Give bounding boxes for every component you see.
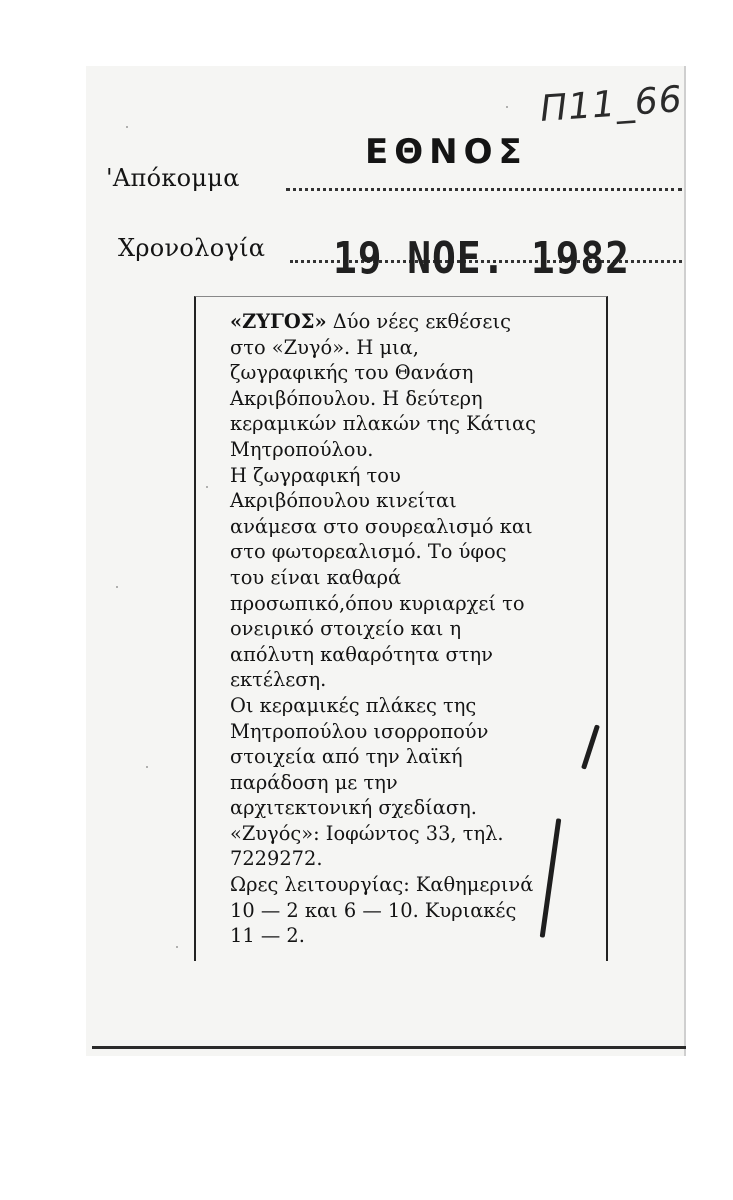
article-line: εκτέλεση. <box>230 668 327 692</box>
article-line: στο «Ζυγό». Η μια, <box>230 335 419 359</box>
article-line: παράδοση με την <box>230 770 398 794</box>
article-line: Ωρες λειτουργίας: Καθημερινά <box>230 873 534 897</box>
article-line: στοιχεία από την λαϊκή <box>230 745 463 769</box>
article-line: κεραμικών πλακών της Κάτιας <box>230 412 536 436</box>
date-label: Χρονολογία <box>118 234 266 262</box>
article-line: Οι κεραμικές πλάκες της <box>230 693 477 717</box>
article-body <box>230 309 602 949</box>
newspaper-clipping <box>194 296 608 961</box>
article-line: Ακριβόπουλου κινείται <box>230 489 457 513</box>
article-line: Μητροπούλου. <box>230 437 374 461</box>
article-line: στο φωτορεαλισμό. Το ύφος <box>230 540 507 564</box>
article-line: 7229272. <box>230 847 323 871</box>
article-line: Η ζωγραφική του <box>230 463 401 487</box>
clipping-label: 'Απόκομμα <box>106 164 240 192</box>
article-line: «Ζυγός»: Ιοφώντος 33, τηλ. <box>230 821 504 845</box>
article-head: «ΖΥΓΟΣ» <box>230 310 327 333</box>
article-line: ζωγραφικής του Θανάση <box>230 361 474 385</box>
bottom-rule <box>92 1046 686 1049</box>
article-line: ονειρικό στοιχείο και η <box>230 617 462 641</box>
article-line: αρχιτεκτονική σχεδίαση. <box>230 796 477 820</box>
article-line: 10 — 2 και 6 — 10. Κυριακές <box>230 898 517 922</box>
clipping-dotted-line <box>286 188 682 191</box>
article-line: 11 — 2. <box>230 924 305 948</box>
date-stamp: 19 ΝΟΕ. 1982 <box>333 233 630 284</box>
newspaper-name: ΕΘΝΟΣ <box>365 132 528 172</box>
article-line: απόλυτη καθαρότητα στην <box>230 642 493 666</box>
article-line: του είναι καθαρά <box>230 565 402 589</box>
article-line: Μητροπούλου ισορροπούν <box>230 719 489 743</box>
article-line: Ακριβόπουλου. Η δεύτερη <box>230 386 483 410</box>
article-line: προσωπικό,όπου κυριαρχεί το <box>230 591 525 615</box>
article-line: «ΖΥΓΟΣ» Δύο νέες εκθέσεις <box>230 310 511 333</box>
handwritten-reference: Π11_66 <box>538 79 684 130</box>
article-line: ανάμεσα στο σουρεαλισμό και <box>230 514 533 538</box>
